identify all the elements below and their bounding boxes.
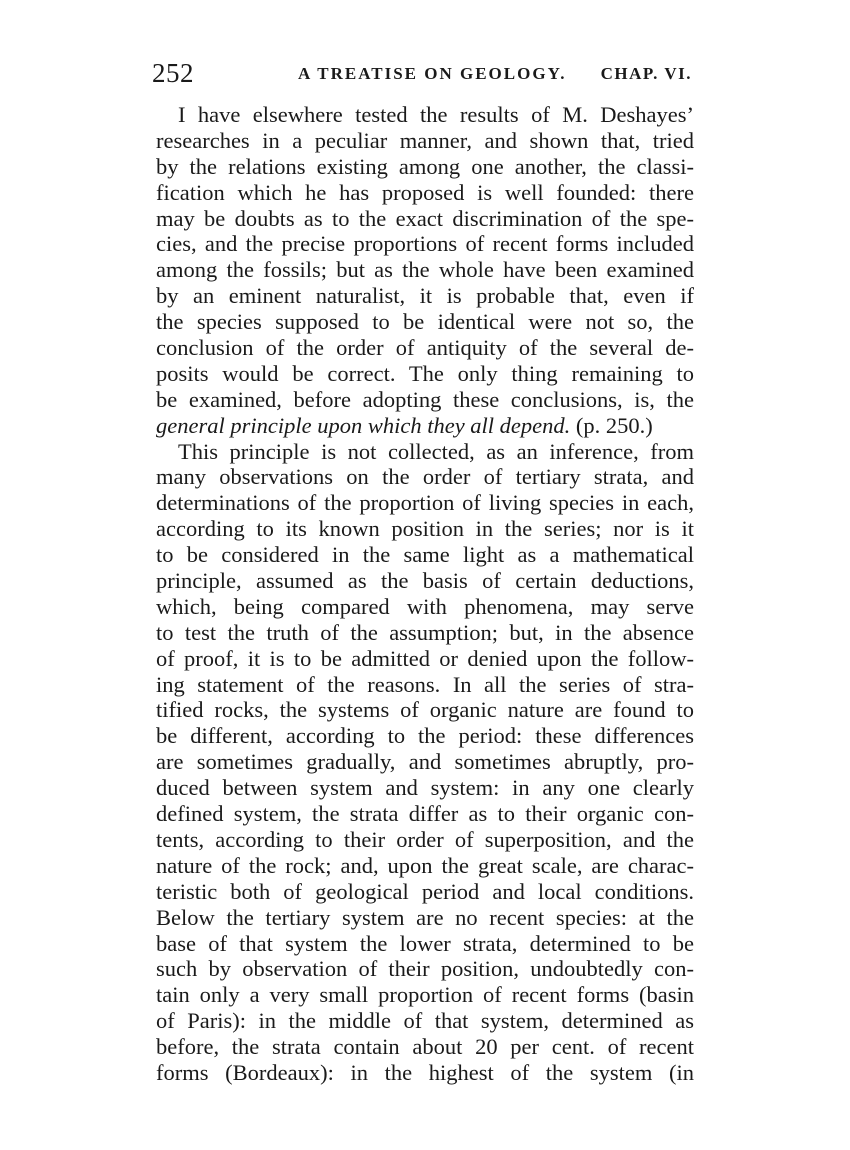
text-line: may be doubts as to the exact discrimination of the spe-	[156, 205, 694, 231]
text-line: duced between system and system: in any one clearly	[156, 775, 694, 801]
text-line: before, the strata contain about 20 per cent. of recent	[156, 1034, 694, 1060]
text-line: teristic both of geological period and local conditions.	[156, 878, 694, 904]
text-line: to be considered in the same light as a mathematical	[156, 542, 694, 568]
text-line: by the relations existing among one another, the classi-	[156, 153, 694, 179]
running-title: A TREATISE ON GEOLOGY.	[298, 64, 567, 83]
text-line: Below the tertiary system are no recent species: at the	[156, 904, 694, 930]
text-line: the species supposed to be identical were not so, the	[156, 309, 694, 335]
text-line: which, being compared with phenomena, may serve	[156, 593, 694, 619]
text-line: of Paris): in the middle of that system, determined as	[156, 1008, 694, 1034]
running-head	[152, 58, 692, 92]
text-line: to test the truth of the assumption; but, in the absence	[156, 619, 694, 645]
text-line: be examined, before adopting these conclusions, is, the	[156, 386, 694, 412]
text-line: determinations of the proportion of living species in each,	[156, 490, 694, 516]
text-line: defined system, the strata differ as to their organic con-	[156, 801, 694, 827]
text-line: according to its known position in the series; nor is it	[156, 516, 694, 542]
chapter-label: CHAP. VI.	[600, 64, 692, 83]
text-line: conclusion of the order of antiquity of the several de-	[156, 335, 694, 361]
text-line: This principle is not collected, as an inference, from	[178, 438, 694, 464]
text-line: forms (Bordeaux): in the highest of the system (in	[156, 1059, 694, 1085]
text-line: ing statement of the reasons. In all the series of stra-	[156, 671, 694, 697]
text-line: researches in a peculiar manner, and shown that, tried	[156, 127, 694, 153]
text-line: fication which he has proposed is well founded: there	[156, 179, 694, 205]
text-line: be different, according to the period: these differences	[156, 723, 694, 749]
text-line: nature of the rock; and, upon the great scale, are charac-	[156, 852, 694, 878]
text-line: tain only a very small proportion of recent forms (basin	[156, 982, 694, 1008]
text-line: principle, assumed as the basis of certain deductions,	[156, 568, 694, 594]
italic-run: general principle upon which they all depend.	[156, 412, 571, 438]
text-line: such by observation of their position, undoubtedly con-	[156, 956, 694, 982]
text-line: I have elsewhere tested the results of M. Deshayes’	[178, 102, 694, 127]
text-line: of proof, it is to be admitted or denied upon the follow-	[156, 645, 694, 671]
text-line: many observations on the order of tertiary strata, and	[156, 464, 694, 490]
text-line: tified rocks, the systems of organic nature are found to	[156, 697, 694, 723]
text-line: cies, and the precise proportions of recent forms included	[156, 231, 694, 257]
text-line: posits would be correct. The only thing remaining to	[156, 360, 694, 386]
text-line: by an eminent naturalist, it is probable that, even if	[156, 283, 694, 309]
page-number: 252	[152, 58, 194, 88]
text-line	[156, 413, 694, 439]
text-line: are sometimes gradually, and sometimes abruptly, pro-	[156, 749, 694, 775]
text-line: base of that system the lower strata, determined to be	[156, 930, 694, 956]
text-line: among the fossils; but as the whole have been examined	[156, 257, 694, 283]
text-line: tents, according to their order of superposition, and the	[156, 826, 694, 852]
text-run: (p. 250.)	[570, 412, 653, 438]
body-text	[156, 102, 694, 1086]
